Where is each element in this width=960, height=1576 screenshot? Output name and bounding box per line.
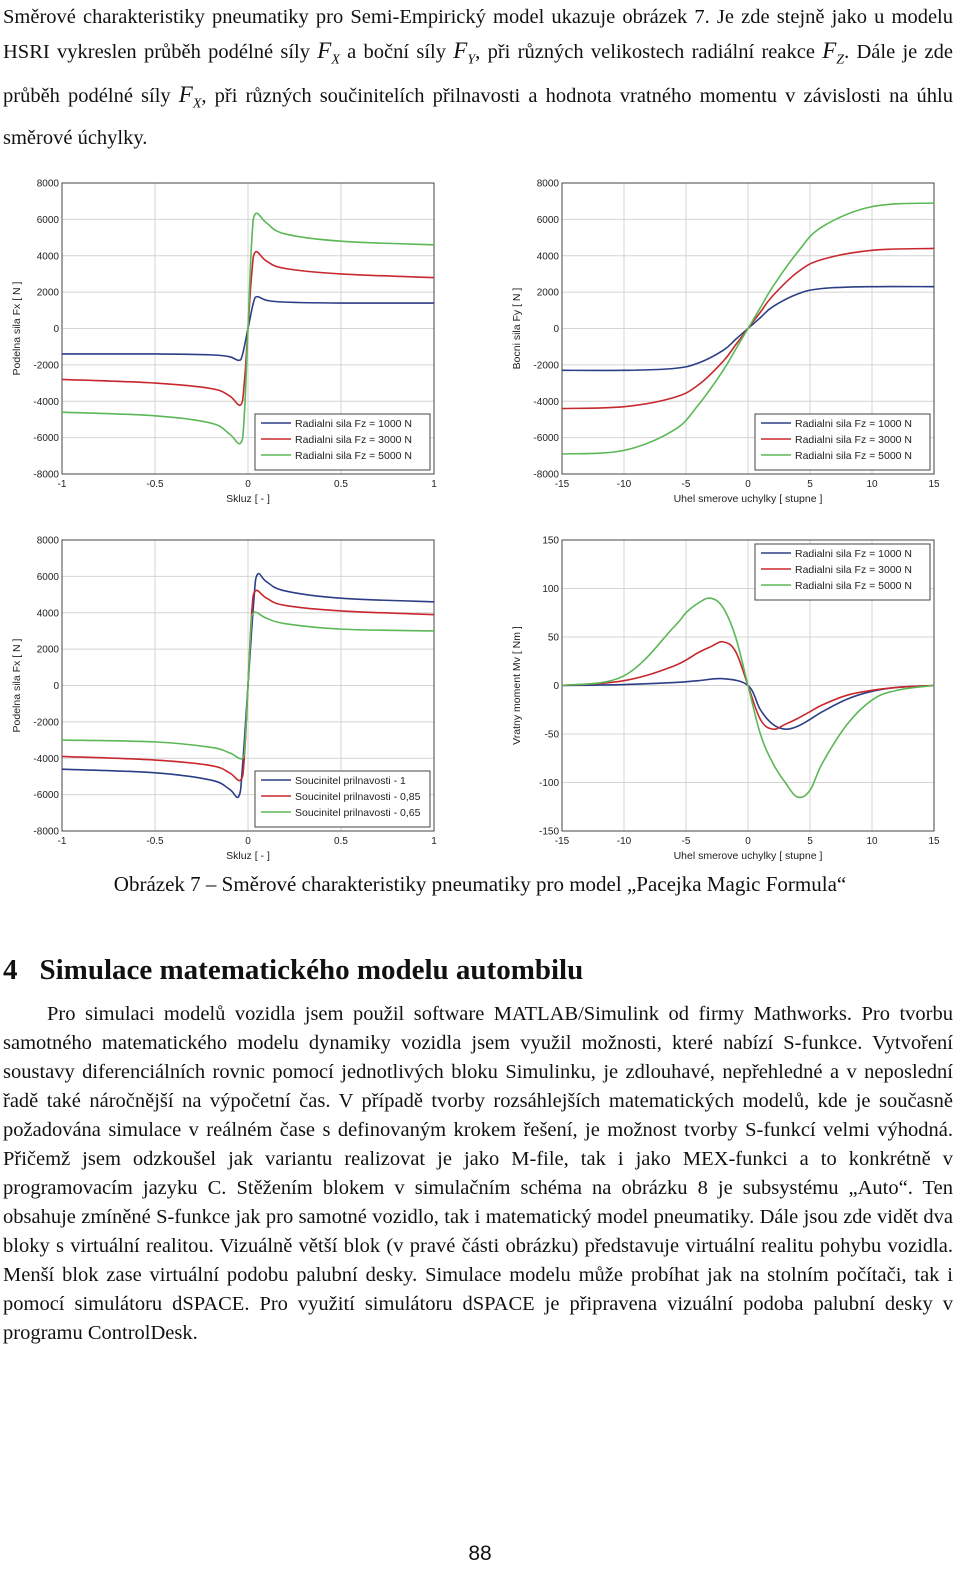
y-tick-label: 8000 (36, 178, 59, 190)
legend (255, 414, 430, 470)
y-tick-label: 6000 (536, 214, 559, 226)
var-fx-2: $F_X$ (178, 81, 202, 112)
var-fx: $F_X$ (317, 38, 340, 68)
section-heading (3, 954, 583, 987)
x-tick-label: -0.5 (146, 836, 164, 847)
chart-mv-angle-fz (500, 527, 950, 862)
y-tick-label: 2000 (36, 644, 59, 656)
legend-label: Radialni sila Fz = 3000 N (795, 564, 913, 576)
chart-svg (500, 527, 950, 862)
y-tick-label: 4000 (536, 251, 559, 263)
intro-text-1: Směrové charakteristiky pneumatiky pro Semi-Empirický model ukazuje obrázek 7. Je zde stejně jako u modelu HSRI vykreslen průběh podélné síly (3, 6, 953, 63)
x-tick-label: 5 (807, 479, 813, 490)
x-axis-label: Uhel smerove uchylky [ stupne ] (673, 493, 823, 505)
y-tick-label: -4000 (533, 396, 559, 408)
y-tick-label: -8000 (33, 826, 59, 838)
section-body-text: Pro simulaci modelů vozidla jsem použil software MATLAB/Simulink od firmy Mathworks. Pro tvorbu samotného matematického modelu dynamiky vozidla jsem využil možnosti, které nabízí S-funkce. Vytvoření soustavy diferenciálních rovnic pomocí jednotlivých bloku Simulinku, je zdlouhavé, nepřehledné a v neposlední řadě také náročnější na výpočetní čas. V případě tvorby rozsáhlejších matematických modelů, kde je současně požadována simulace v reálném čase s definovaným krokem řešení, je možnost tvorby S-funkcí velmi výhodná. Přičemž jsem odzkoušel jak variantu realizovat je jako M-file, tak i jako MEX-funkci a to konkrétně v programovacím jazyku C. Stěžením blokem v simulačním schéma na obrázku 8 je subsystému „Auto“. Ten obsahuje zmíněné S-funkce jak pro samotné vozidlo, tak i matematický model pneumatiky. Dále jsou zde vidět dva bloky s virtuální realitou. Vizuálně větší blok (v pravé části obrázku) představuje virtuální realitu pohybu vozidla. Menší blok zase virtuální podobu palubní desky. Simulace modelu může probíhat jak na stolním počítači, tak i pomocí simulátoru dSPACE. Pro využití simulátoru dSPACE je připravena vizuální podoba palubní desky v programu ControlDesk. (3, 1003, 953, 1344)
x-axis-label: Uhel smerove uchylky [ stupne ] (673, 850, 823, 862)
legend-label: Radialni sila Fz = 3000 N (795, 434, 913, 446)
x-tick-label: 10 (866, 479, 878, 490)
legend (255, 771, 430, 827)
y-axis-label: Podelna sila Fx [ N ] (11, 638, 23, 733)
legend-label: Radialni sila Fz = 5000 N (795, 450, 913, 462)
intro-text-3: , při různých velikostech radiální reakce (475, 41, 823, 63)
x-tick-label: 1 (431, 479, 437, 490)
y-tick-label: -2000 (533, 360, 559, 372)
chart-fx-slip-mu (0, 527, 450, 862)
y-tick-label: 100 (542, 584, 559, 595)
x-tick-label: 5 (807, 836, 813, 847)
y-tick-label: 8000 (36, 535, 59, 547)
y-tick-label: -4000 (33, 396, 59, 408)
y-tick-label: 2000 (36, 287, 59, 299)
chart-svg (0, 170, 450, 505)
y-tick-label: 4000 (36, 251, 59, 263)
figure-caption: Obrázek 7 – Směrové charakteristiky pneumatiky pro model „Pacejka Magic Formula“ (113, 872, 847, 896)
y-tick-label: -100 (538, 778, 559, 789)
legend-label: Soucinitel prilnavosti - 0,65 (295, 807, 421, 819)
legend (755, 544, 930, 600)
x-tick-label: -15 (554, 836, 570, 847)
intro-text-2: a boční síly (339, 41, 454, 63)
y-tick-label: 0 (53, 681, 59, 692)
legend-label: Radialni sila Fz = 1000 N (795, 548, 913, 560)
x-tick-label: -5 (681, 836, 691, 847)
y-tick-label: -6000 (33, 790, 59, 802)
y-tick-label: -6000 (533, 433, 559, 445)
x-tick-label: -0.5 (146, 479, 164, 490)
y-tick-label: -8000 (533, 469, 559, 481)
x-axis-label: Skluz [ - ] (226, 493, 270, 505)
y-tick-label: 150 (542, 535, 559, 547)
y-axis-label: Vratny moment Mv [ Nm ] (511, 626, 523, 745)
x-tick-label: 15 (928, 479, 940, 490)
legend-label: Radialni sila Fz = 1000 N (295, 418, 413, 430)
legend-label: Radialni sila Fz = 5000 N (295, 450, 413, 462)
y-tick-label: -2000 (33, 360, 59, 372)
chart-svg (500, 170, 950, 505)
x-tick-label: 0 (245, 479, 251, 490)
legend-label: Radialni sila Fz = 5000 N (795, 580, 913, 592)
x-tick-label: 0.5 (334, 479, 348, 490)
x-tick-label: 15 (928, 836, 940, 847)
legend-label: Radialni sila Fz = 1000 N (795, 418, 913, 430)
intro-text-4: . Dále je zde průběh podélné síly (3, 41, 954, 107)
y-tick-label: -2000 (33, 717, 59, 729)
x-tick-label: -5 (681, 479, 691, 490)
x-tick-label: -10 (616, 836, 632, 847)
chart-fy-angle-fz (500, 170, 950, 505)
x-tick-label: 0 (745, 836, 751, 847)
y-tick-label: 6000 (36, 571, 59, 583)
x-tick-label: 0.5 (334, 836, 348, 847)
y-tick-label: -50 (544, 729, 559, 741)
y-tick-label: -6000 (33, 433, 59, 445)
intro-text-5: , při různých součinitelích přilnavosti a hodnota vratného momentu v závislosti na úhlu směrové úchylky. (3, 84, 953, 150)
y-tick-label: 6000 (36, 214, 59, 226)
chart-svg (0, 527, 450, 862)
var-fz: $F_Z$ (822, 38, 845, 68)
y-tick-label: 50 (547, 632, 559, 644)
y-tick-label: 0 (553, 681, 559, 692)
x-tick-label: -1 (57, 836, 67, 847)
legend (755, 414, 930, 470)
y-tick-label: -4000 (33, 753, 59, 765)
y-tick-label: -150 (538, 826, 559, 838)
x-tick-label: 0 (245, 836, 251, 847)
x-tick-label: 10 (866, 836, 878, 847)
section-body (3, 1000, 953, 1348)
y-tick-label: 4000 (36, 608, 59, 620)
intro-paragraph (3, 0, 953, 155)
chart-fx-slip-fz (0, 170, 450, 505)
x-tick-label: -15 (554, 479, 570, 490)
section-number: 4 (3, 954, 18, 986)
section-title: Simulace matematického modelu autombilu (39, 954, 584, 986)
x-tick-label: -1 (57, 479, 67, 490)
y-tick-label: -8000 (33, 469, 59, 481)
legend-label: Soucinitel prilnavosti - 0,85 (295, 791, 421, 803)
y-tick-label: 0 (53, 324, 59, 335)
legend-label: Soucinitel prilnavosti - 1 (295, 775, 406, 787)
y-tick-label: 0 (553, 324, 559, 335)
legend-label: Radialni sila Fz = 3000 N (295, 434, 413, 446)
x-tick-label: 1 (431, 836, 437, 847)
y-axis-label: Podelna sila Fx [ N ] (11, 281, 23, 376)
y-tick-label: 2000 (536, 287, 559, 299)
y-axis-label: Bocni sila Fy [ N ] (511, 287, 523, 370)
x-axis-label: Skluz [ - ] (226, 850, 270, 862)
x-tick-label: 0 (745, 479, 751, 490)
x-tick-label: -10 (616, 479, 632, 490)
y-tick-label: 8000 (536, 178, 559, 190)
page-number: 88 (468, 1542, 492, 1565)
var-fy: $F_Y$ (453, 38, 476, 68)
